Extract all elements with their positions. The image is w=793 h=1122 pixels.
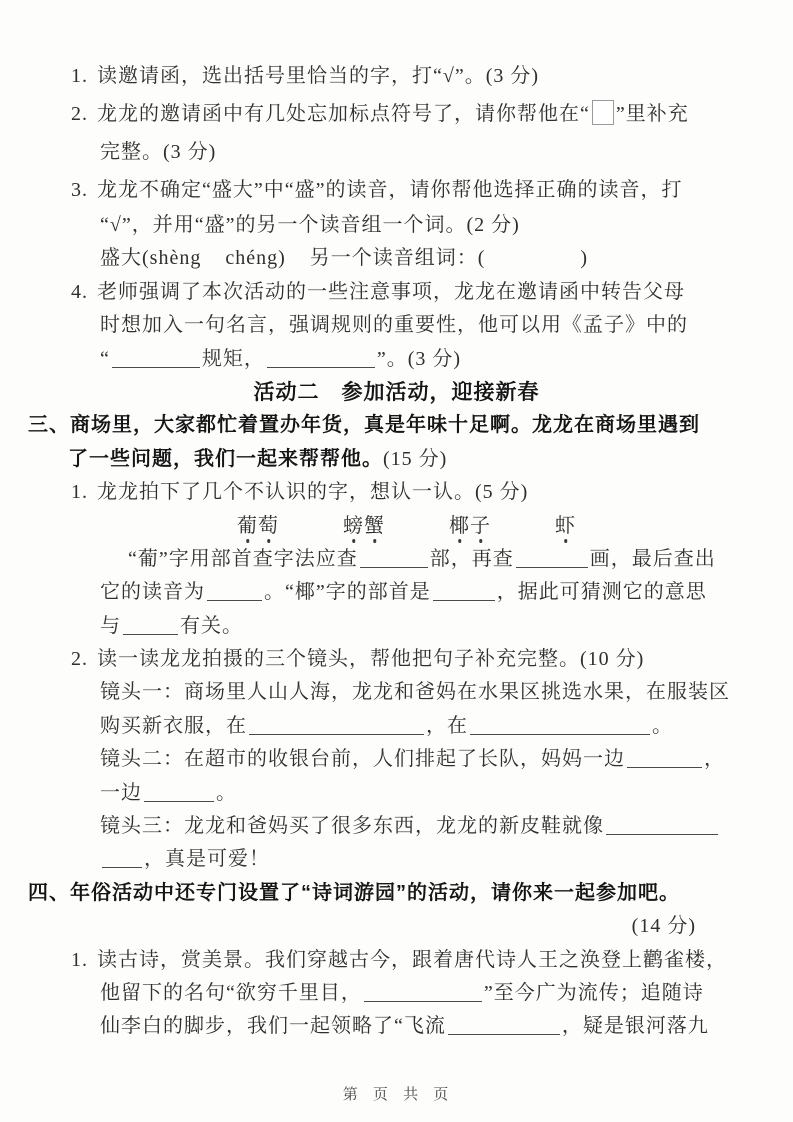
text-span: 龙龙拍下了几个不认识的字，想认一认。(5 分) — [97, 481, 529, 504]
answer-blank[interactable] — [606, 817, 718, 835]
text-span: 活动二 参加活动，迎接新春 — [253, 380, 540, 404]
text-span: 与 — [100, 614, 121, 637]
answer-blank[interactable] — [627, 750, 702, 768]
section-3-question-2-line — [0, 643, 793, 676]
dictionary-question-line — [0, 543, 793, 576]
text-span: 。“椰”字的部首是 — [264, 581, 431, 604]
text-span: (14 分) — [631, 915, 696, 938]
section-3-question-1-line — [0, 476, 793, 509]
question-number: 4. — [71, 280, 88, 303]
scene-2-line — [0, 777, 793, 810]
emphasized-character: 螃 — [343, 514, 364, 537]
answer-blank[interactable] — [144, 784, 214, 802]
text-span: 。 — [652, 714, 673, 737]
text-span: 时想加入一句名言，强调规则的重要性，他可以用《孟子》中的 — [100, 314, 688, 337]
text-span: 老师强调了本次活动的一些注意事项，龙龙在邀请函中转告父母 — [97, 280, 685, 303]
text-span: 它的读音为 — [100, 581, 205, 604]
question-number: 3. — [71, 179, 88, 201]
text-span: 了一些问题，我们一起来帮帮他。 — [68, 447, 383, 470]
text-span: 镜头三：龙龙和爸妈买了很多东西，龙龙的新皮鞋就像 — [100, 815, 604, 838]
text-span: 一边 — [100, 781, 142, 804]
text-span: 三、商场里，大家都忙着置办年货，真是年味十足啊。龙龙在商场里遇到 — [28, 414, 700, 437]
emphasized-character: 葡 — [237, 514, 258, 537]
emphasized-character: 萄 — [258, 514, 279, 537]
section-3-heading — [0, 443, 793, 476]
answer-blank[interactable] — [102, 850, 142, 868]
text-span: 画，最后查出 — [589, 547, 716, 570]
text-span: 有关。 — [180, 614, 243, 637]
text-span: 龙龙的邀请函中有几处忘加标点符号了，请你帮他在“ — [97, 103, 590, 125]
text-span: 镜头一：商场里人山人海，龙龙和爸妈在水果区挑选水果，在服装区 — [100, 681, 730, 704]
scene-2-line — [0, 743, 793, 776]
answer-blank[interactable] — [123, 617, 178, 635]
text-span: ，真是可爱！ — [144, 848, 270, 871]
answer-blank[interactable] — [207, 583, 262, 601]
text-span: 读一读龙龙拍摄的三个镜头，帮他把句子补充完整。(10 分) — [97, 648, 645, 671]
scene-1-line — [0, 710, 793, 743]
text-span: “√”，并用“盛”的另一个读音组一个词。(2 分) — [100, 214, 520, 236]
emphasized-character: 子 — [470, 514, 491, 537]
answer-blank[interactable] — [433, 583, 495, 601]
answer-blank[interactable] — [360, 550, 428, 568]
question-number: 1. — [71, 65, 88, 87]
question-number: 2. — [71, 103, 88, 125]
question-number: 1. — [71, 948, 88, 971]
text-span: “ — [100, 347, 110, 370]
answer-space[interactable] — [485, 247, 580, 264]
text-span: 部，再查 — [429, 547, 514, 570]
answer-blank[interactable] — [112, 350, 200, 368]
text-span: ”里补充 — [615, 103, 689, 125]
text-span: ，据此可猜测它的意思 — [496, 581, 707, 604]
text-span: 读古诗，赏美景。我们穿越古今，跟着唐代诗人王之涣登上鹳雀楼， — [97, 948, 727, 971]
vocab-word — [555, 515, 576, 537]
vocab-word — [237, 515, 279, 537]
text-span: “葡”字用部首查字法应查 — [128, 547, 358, 570]
emphasized-character: 蟹 — [364, 514, 385, 537]
answer-blank[interactable] — [448, 1017, 560, 1035]
section-4-score — [0, 910, 793, 943]
text-span: 完整。(3 分) — [100, 141, 217, 163]
vocab-word-list — [0, 510, 793, 543]
text-span: 仙李白的脚步，我们一起领略了“飞流 — [100, 1015, 446, 1038]
question-1-line — [0, 57, 793, 95]
answer-blank[interactable] — [364, 984, 482, 1002]
text-span: 盛大(shèng chéng) 另一个读音组词：( — [100, 247, 486, 270]
text-span: 购买新衣服，在 — [100, 714, 247, 737]
question-number: 1. — [71, 481, 88, 504]
section-4-heading — [0, 877, 793, 910]
answer-blank[interactable] — [249, 717, 424, 735]
question-2-line — [0, 133, 793, 171]
answer-blank[interactable] — [516, 550, 588, 568]
section-3-heading — [0, 409, 793, 442]
text-span: 规矩， — [201, 347, 265, 370]
vocab-word — [343, 515, 385, 537]
answer-blank[interactable] — [267, 350, 375, 368]
poem-line — [0, 1010, 793, 1043]
question-number: 2. — [71, 648, 88, 671]
scene-1-line — [0, 676, 793, 709]
scene-3-line — [0, 843, 793, 876]
question-2-line — [0, 95, 793, 133]
text-span: ，疑是银河落九 — [561, 1015, 709, 1038]
question-3-line — [0, 171, 793, 209]
punctuation-box[interactable] — [592, 100, 614, 125]
dictionary-question-line — [0, 610, 793, 643]
question-4-answer-line — [0, 343, 793, 376]
text-span: 龙龙不确定“盛大”中“盛”的读音，请你帮他选择正确的读音，打 — [97, 179, 683, 201]
scene-3-line — [0, 810, 793, 843]
poem-line — [0, 977, 793, 1010]
text-span: ，在 — [426, 714, 468, 737]
text-span: 。 — [216, 781, 237, 804]
section-4-question-1-line — [0, 944, 793, 977]
question-4-line — [0, 276, 793, 309]
text-span: ”。(3 分) — [376, 347, 462, 370]
text-span: 读邀请函，选出括号里恰当的字，打“√”。(3 分) — [97, 65, 540, 87]
text-span: ”至今广为流传；追随诗 — [483, 981, 704, 1004]
question-3-answer-line — [0, 242, 793, 275]
page-footer: 第 页 共 页 — [342, 1086, 451, 1103]
text-span: (15 分) — [383, 447, 448, 470]
answer-blank[interactable] — [470, 717, 650, 735]
question-3-line — [0, 209, 793, 242]
activity-2-heading — [0, 376, 793, 409]
text-span: ， — [704, 748, 725, 771]
text-span: 四、年俗活动中还专门设置了“诗词游园”的活动，请你来一起参加吧。 — [28, 881, 680, 904]
question-4-line — [0, 309, 793, 342]
text-span: 镜头二：在超市的收银台前，人们排起了长队，妈妈一边 — [100, 748, 625, 771]
text-span: ) — [580, 247, 589, 270]
emphasized-character: 椰 — [449, 514, 470, 537]
text-span: 他留下的名句“欲穷千里目， — [100, 981, 362, 1004]
vocab-word — [449, 515, 491, 537]
emphasized-character: 虾 — [555, 514, 576, 537]
dictionary-question-line — [0, 576, 793, 609]
